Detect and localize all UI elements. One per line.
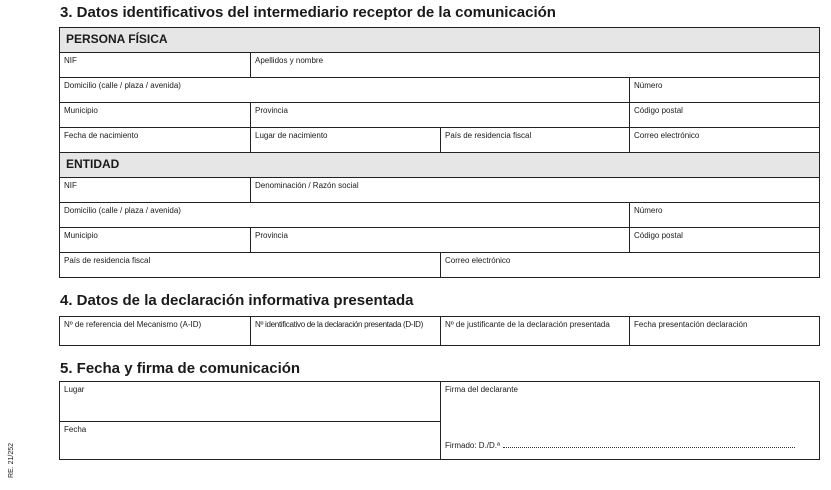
form-code: RE. 21/252: [8, 442, 15, 478]
en-numero-label: Número: [634, 206, 663, 215]
section-5-table: [59, 381, 820, 460]
fecha-presentacion-field[interactable]: [630, 317, 820, 346]
firmado-label: Firmado: D./D.ª: [445, 441, 500, 450]
en-municipio-label: Municipio: [64, 231, 98, 240]
en-municipio-field[interactable]: [60, 228, 251, 253]
pf-apellidos-label: Apellidos y nombre: [255, 56, 324, 65]
pf-domicilio-field[interactable]: [60, 78, 630, 103]
en-correo-field[interactable]: [441, 253, 820, 278]
pf-pais-residencia-field[interactable]: [441, 128, 630, 153]
pf-correo-field[interactable]: [630, 128, 820, 153]
firma-field[interactable]: [441, 382, 820, 460]
en-provincia-label: Provincia: [255, 231, 288, 240]
firmado-line: [445, 440, 795, 451]
lugar-field[interactable]: [60, 382, 441, 422]
en-numero-field[interactable]: [630, 203, 820, 228]
lugar-label: Lugar: [64, 385, 85, 394]
en-domicilio-label: Domicilio (calle / plaza / avenida): [64, 206, 181, 215]
en-nif-field[interactable]: [60, 178, 251, 203]
section-3-title: 3. Datos identificativos del intermediario receptor de la comunicación: [60, 4, 556, 21]
pf-domicilio-label: Domicilio (calle / plaza / avenida): [64, 81, 181, 90]
en-domicilio-field[interactable]: [60, 203, 630, 228]
pf-apellidos-field[interactable]: [251, 53, 820, 78]
pf-codigo-postal-label: Código postal: [634, 106, 683, 115]
justificante-field[interactable]: [441, 317, 630, 346]
firma-label: Firma del declarante: [445, 385, 518, 394]
pf-pais-residencia-label: País de residencia fiscal: [445, 131, 532, 140]
ref-mecanismo-field[interactable]: [60, 317, 251, 346]
entidad-header: ENTIDAD: [60, 153, 820, 178]
pf-fecha-nacimiento-label: Fecha de nacimiento: [64, 131, 139, 140]
pf-municipio-field[interactable]: [60, 103, 251, 128]
section-4-table: [59, 316, 820, 346]
pf-codigo-postal-field[interactable]: [630, 103, 820, 128]
pf-correo-label: Correo electrónico: [634, 131, 700, 140]
pf-lugar-nacimiento-field[interactable]: [251, 128, 441, 153]
signature-dotted-line: [503, 440, 795, 448]
en-nif-label: NIF: [64, 181, 77, 190]
pf-lugar-nacimiento-label: Lugar de nacimiento: [255, 131, 328, 140]
fecha-field[interactable]: [60, 422, 441, 460]
section-3-table: [59, 27, 820, 278]
id-declaracion-label: Nº identificativo de la declaración presentada (D-ID): [255, 320, 423, 329]
pf-municipio-label: Municipio: [64, 106, 98, 115]
en-denominacion-label: Denominación / Razón social: [255, 181, 359, 190]
en-codigo-postal-label: Código postal: [634, 231, 683, 240]
fecha-label: Fecha: [64, 425, 87, 434]
pf-provincia-field[interactable]: [251, 103, 630, 128]
en-denominacion-field[interactable]: [251, 178, 820, 203]
ref-mecanismo-label: Nº de referencia del Mecanismo (A-ID): [64, 320, 202, 329]
pf-nif-field[interactable]: [60, 53, 251, 78]
pf-fecha-nacimiento-field[interactable]: [60, 128, 251, 153]
pf-nif-label: NIF: [64, 56, 77, 65]
pf-provincia-label: Provincia: [255, 106, 288, 115]
fecha-presentacion-label: Fecha presentación declaración: [634, 320, 748, 329]
en-pais-residencia-field[interactable]: [60, 253, 441, 278]
pf-numero-field[interactable]: [630, 78, 820, 103]
section-4-title: 4. Datos de la declaración informativa presentada: [60, 292, 414, 309]
pf-numero-label: Número: [634, 81, 663, 90]
en-provincia-field[interactable]: [251, 228, 630, 253]
en-correo-label: Correo electrónico: [445, 256, 511, 265]
persona-fisica-header: PERSONA FÍSICA: [60, 28, 820, 53]
en-codigo-postal-field[interactable]: [630, 228, 820, 253]
id-declaracion-field[interactable]: [251, 317, 441, 346]
section-5-title: 5. Fecha y firma de comunicación: [60, 360, 301, 377]
en-pais-residencia-label: País de residencia fiscal: [64, 256, 151, 265]
justificante-label: Nº de justificante de la declaración presentada: [445, 320, 610, 329]
